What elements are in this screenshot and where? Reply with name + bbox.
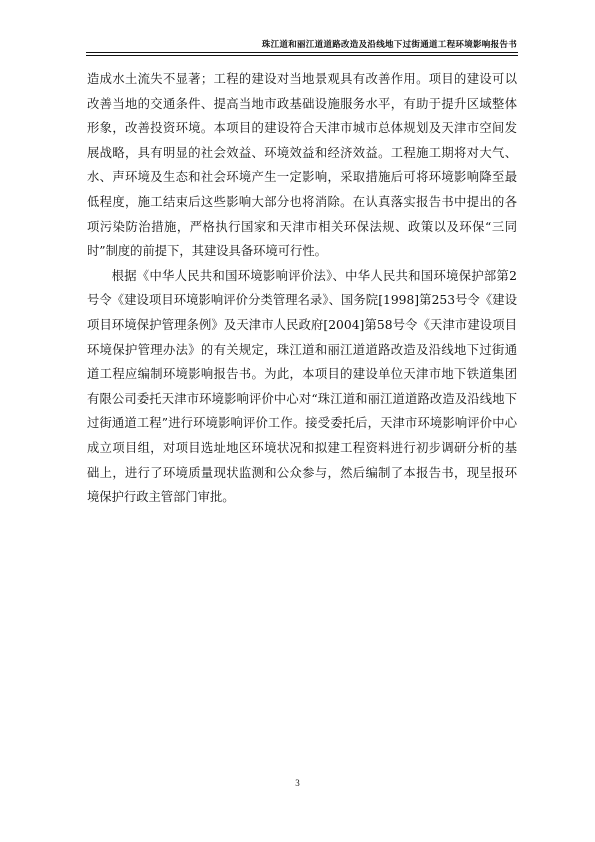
header-rule-thin xyxy=(86,55,518,56)
running-header: 珠江道和丽江道道路改造及沿线地下过街通道工程环境影响报告书 xyxy=(261,40,517,50)
header-rule xyxy=(86,52,518,53)
paragraph: 根据《中华人民共和国环境影响评价法》、中华人民共和国环境保护部第2号令《建设项目环境影响评价分类管理名录》、国务院[1998]第253号令《建设项目环境保护管理条例》及天津市人民政府[2004]第58号令《天津市建设项目环境保护管理办法》的有关规定，珠江道和丽江道道路改造及沿线地下过街通道工程应编制环境影响报告书。为此，本项目的建设单位天津市地下铁道集团有限公司委托天津市环境影响评价中心对“珠江道和丽江道道路改造及沿线地下过街通道工程”进行环境影响评价工作。接受委托后，天津市环境影响评价中心成立项目组，对项目选址地区环境状况和拟建工程资料进行初步调研分析的基础上，进行了环境质量现状监测和公众参与，然后编制了本报告书，现呈报环境保护行政主管部门审批。 xyxy=(87,268,517,505)
paragraph-continued: 造成水土流失不显著；工程的建设对当地景观具有改善作用。项目的建设可以改善当地的交通条件、提高当地市政基础设施服务水平，有助于提升区域整体形象，改善投资环境。本项目的建设符合天津市城市总体规划及天津市空间发展战略，具有明显的社会效益、环境效益和经济效益。工程施工期将对大气、水、声环境及生态和社会环境产生一定影响，采取措施后可将环境影响降至最低程度，施工结束后这些影响大部分也将消除。在认真落实报告书中提出的各项污染防治措施，严格执行国家和天津市相关环保法规、政策以及环保“三同时”制度的前提下，其建设具备环境可行性。 xyxy=(87,72,517,259)
document-body xyxy=(87,67,517,510)
page-number: 3 xyxy=(295,778,300,788)
